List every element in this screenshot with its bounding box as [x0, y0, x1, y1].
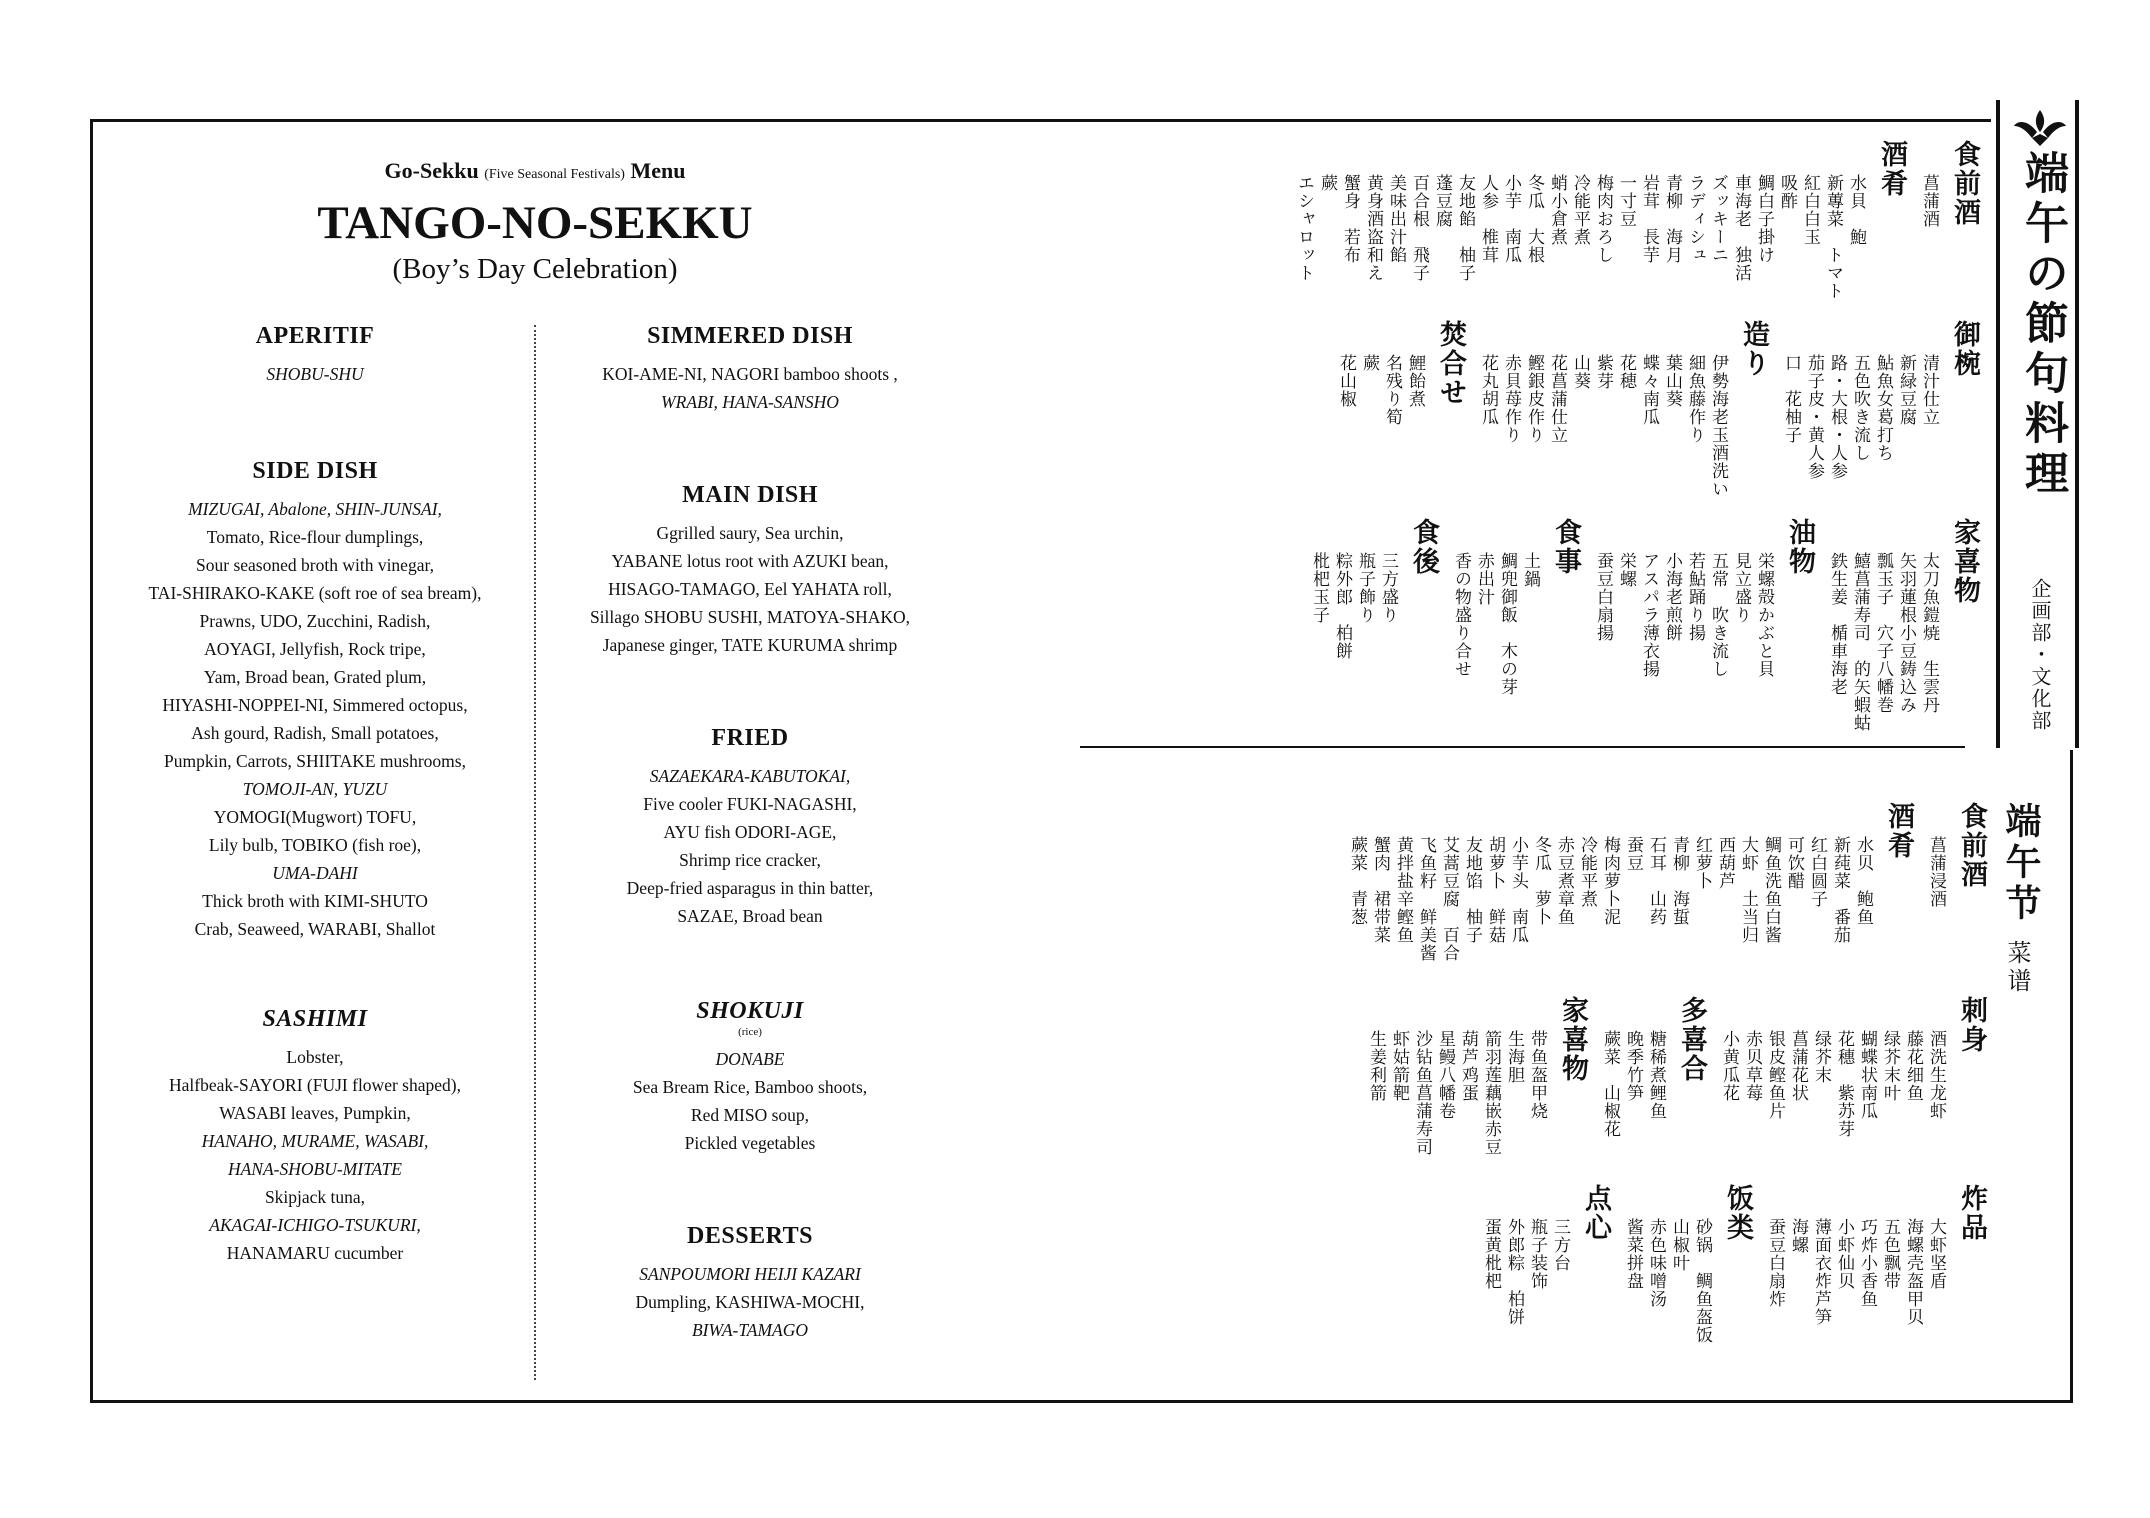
- vertical-menu-item: 伊勢海老玉酒洗い: [1708, 354, 1728, 498]
- vertical-section-heading: 造り: [1738, 320, 1769, 378]
- vertical-section-heading: 御椀: [1949, 320, 1980, 378]
- menu-item-line: WASABI leaves, Pumpkin,: [219, 1103, 411, 1123]
- menu-item-line: SAZAEKARA-KABUTOKAI,: [649, 766, 851, 786]
- vertical-section-heading: 食事: [1550, 518, 1581, 576]
- vertical-menu-item: 西葫芦: [1715, 836, 1735, 890]
- vertical-menu-item: 晚季竹笋: [1623, 1030, 1643, 1102]
- menu-section: [580, 998, 920, 1157]
- vertical-menu-item: 新蓴菜 トマト: [1823, 174, 1843, 300]
- menu-item-line: Lily bulb, TOBIKO (fish roe),: [208, 835, 422, 855]
- vertical-menu-item: 鯛兜御飯 木の芽: [1497, 552, 1517, 696]
- vertical-section-heading: 酒肴: [1883, 802, 1914, 860]
- vertical-section-heading: 家喜物: [1557, 996, 1588, 1083]
- vertical-menu-item: 赤豆煮章鱼: [1554, 836, 1574, 926]
- vertical-menu-item: 蚕豆白扇炸: [1765, 1218, 1785, 1308]
- vertical-menu-item: 石耳 山药: [1646, 836, 1666, 926]
- menu-section: [580, 725, 920, 930]
- vertical-menu-item: 绿芥末叶: [1880, 1030, 1900, 1102]
- section-heading: SIMMERED DISH: [647, 323, 853, 349]
- menu-item-line: Yam, Broad bean, Grated plum,: [203, 667, 427, 687]
- menu-subtitle: (Boy’s Day Celebration): [392, 253, 678, 285]
- vertical-section-heading: 酒肴: [1876, 140, 1907, 198]
- japanese-title: 端午の節句料理: [2017, 150, 2068, 500]
- menu-item-line: AYU fish ODORI-AGE,: [663, 822, 837, 842]
- menu-item-line: SANPOUMORI HEIJI KAZARI: [639, 1264, 861, 1284]
- vertical-menu-item: 糖稀煮鲤鱼: [1646, 1030, 1666, 1120]
- vertical-menu-item: 沙钻鱼菖蒲寿司: [1412, 1030, 1432, 1156]
- vertical-section-heading: 油物: [1784, 518, 1815, 576]
- strip-border-left: [1996, 100, 2000, 748]
- vertical-menu-item: 小海老煎餅: [1662, 552, 1682, 642]
- vertical-menu-item: 三方台: [1550, 1218, 1570, 1272]
- vertical-section-heading: 焚合せ: [1435, 320, 1466, 407]
- menu-item-line: HANAMARU cucumber: [226, 1243, 404, 1263]
- vertical-menu-item: 巧炸小香鱼: [1857, 1218, 1877, 1308]
- vertical-menu-item: 海螺壳盔甲贝: [1903, 1218, 1923, 1326]
- vertical-menu-item: 蝴蝶状南瓜: [1857, 1030, 1877, 1120]
- vertical-menu-item: 冷能平煮: [1577, 836, 1597, 908]
- menu-section: [580, 323, 920, 416]
- vertical-menu-item: 薄面衣炸芦笋: [1811, 1218, 1831, 1326]
- vertical-menu-item: 银皮鲣鱼片: [1765, 1030, 1785, 1120]
- vertical-menu-item: 山葵: [1570, 354, 1590, 390]
- vertical-menu-item: 赤貝苺作り: [1501, 354, 1521, 444]
- menu-section: [130, 323, 500, 388]
- menu-item-line: Pumpkin, Carrots, SHIITAKE mushrooms,: [164, 751, 466, 771]
- menu-item-line: SHOBU-SHU: [266, 364, 364, 384]
- vertical-menu-item: 梅肉おろし: [1593, 174, 1613, 264]
- vertical-menu-item: 生海胆: [1504, 1030, 1524, 1084]
- vertical-menu-item: 砂锅 鲷鱼盔饭: [1692, 1218, 1712, 1344]
- vertical-menu-item: 鯛白子掛け: [1754, 174, 1774, 264]
- vertical-menu-item: 海螺: [1788, 1218, 1808, 1254]
- vertical-menu-item: 小芋头 南瓜: [1508, 836, 1528, 944]
- menu-title: TANGO-NO-SEKKU: [317, 197, 753, 249]
- vertical-menu-item: 赤色味噌汤: [1646, 1218, 1666, 1308]
- vertical-menu-item: 三方盛り: [1378, 552, 1398, 624]
- section-divider: [1080, 746, 1965, 748]
- menu-item-line: HISAGO-TAMAGO, Eel YAHATA roll,: [608, 579, 892, 599]
- menu-item-line: BIWA-TAMAGO: [691, 1320, 809, 1340]
- vertical-menu-item: アスパラ薄衣揚: [1639, 552, 1659, 678]
- vertical-menu-item: 一寸豆: [1616, 174, 1636, 228]
- vertical-menu-item: 花山椒: [1336, 354, 1356, 408]
- vertical-menu-item: 冬瓜 萝卜: [1531, 836, 1551, 926]
- vertical-menu-item: 太刀魚鎧焼 生雲丹: [1919, 552, 1939, 714]
- menu-item-line: YOMOGI(Mugwort) TOFU,: [213, 807, 417, 827]
- menu-item-line: Tomato, Rice-flour dumplings,: [206, 527, 424, 547]
- menu-item-line: Sour seasoned broth with vinegar,: [196, 555, 434, 575]
- vertical-menu-item: エシャロット: [1294, 174, 1314, 282]
- vertical-menu-item: 葫芦鸡蛋: [1458, 1030, 1478, 1102]
- vertical-menu-item: 栄螺殻かぶと貝: [1754, 552, 1774, 678]
- vertical-section-heading: 刺身: [1956, 996, 1987, 1054]
- vertical-menu-item: 红白圆子: [1807, 836, 1827, 908]
- vertical-menu-item: 小黄瓜花: [1719, 1030, 1739, 1102]
- vertical-menu-item: 花菖蒲仕立: [1547, 354, 1567, 444]
- vertical-menu-item: 大虾 土当归: [1738, 836, 1758, 944]
- vertical-menu-item: 小虾仙贝: [1834, 1218, 1854, 1290]
- vertical-menu-item: 鱚菖蒲寿司 的矢蝦蛄: [1850, 552, 1870, 732]
- vertical-menu-item: 绿芥末: [1811, 1030, 1831, 1084]
- vertical-menu-item: 外郎粽 柏饼: [1504, 1218, 1524, 1326]
- section-heading: APERITIF: [255, 323, 375, 349]
- vertical-section-heading: 食前酒: [1956, 802, 1987, 889]
- menu-item-line: MIZUGAI, Abalone, SHIN-JUNSAI,: [188, 499, 442, 519]
- vertical-menu-item: 路・大根・人参: [1827, 354, 1847, 480]
- section-heading: SASHIMI: [262, 1006, 368, 1032]
- vertical-menu-item: 鉄生姜 楯車海老: [1827, 552, 1847, 696]
- menu-item-line: Thick broth with KIMI-SHUTO: [202, 891, 428, 911]
- menu-header-line: Go-Sekku (Five Seasonal Festivals) Menu: [384, 158, 686, 183]
- menu-item-line: Five cooler FUKI-NAGASHI,: [643, 794, 857, 814]
- vertical-menu-item: 蚕豆: [1623, 836, 1643, 872]
- vertical-menu-item: 鲷鱼洗鱼白酱: [1761, 836, 1781, 944]
- vertical-menu-item: 粽外郎 柏餅: [1332, 552, 1352, 660]
- vertical-menu-item: ラディシュ: [1685, 174, 1705, 264]
- section-heading: SIDE DISH: [252, 458, 378, 484]
- menu-item-line: Pickled vegetables: [684, 1133, 816, 1153]
- vertical-menu-item: 茄子皮・黄人参: [1804, 354, 1824, 480]
- vertical-section-heading: 家喜物: [1949, 518, 1980, 605]
- vertical-menu-item: 菖蒲花状: [1788, 1030, 1808, 1102]
- vertical-menu-item: 紫芽: [1593, 354, 1613, 390]
- menu-item-line: Lobster,: [286, 1047, 344, 1067]
- vertical-menu-item: 友地馅 柚子: [1462, 836, 1482, 944]
- menu-item-line: SAZAE, Broad bean: [677, 906, 823, 926]
- vertical-menu-item: 百合根 飛子: [1409, 174, 1429, 282]
- vertical-menu-item: 友地餡 柚子: [1455, 174, 1475, 282]
- menu-item-line: Ggrilled saury, Sea urchin,: [656, 523, 844, 543]
- vertical-menu-item: 小芋 南瓜: [1501, 174, 1521, 264]
- vertical-menu-item: 山椒叶: [1669, 1218, 1689, 1272]
- vertical-menu-item: 菖蒲酒: [1919, 174, 1939, 228]
- vertical-menu-item: 蓬豆腐: [1432, 174, 1452, 228]
- vertical-menu-item: 花丸胡瓜: [1478, 354, 1498, 426]
- vertical-menu-item: 水贝 鲍鱼: [1853, 836, 1873, 926]
- vertical-menu-item: 冬瓜 大根: [1524, 174, 1544, 264]
- menu-item-line: Deep-fried asparagus in thin batter,: [626, 878, 874, 898]
- section-heading: MAIN DISH: [682, 482, 818, 508]
- menu-item-line: YABANE lotus root with AZUKI bean,: [611, 551, 889, 571]
- menu-item-line: Japanese ginger, TATE KURUMA shrimp: [602, 635, 898, 655]
- vertical-menu-item: 赤贝草莓: [1742, 1030, 1762, 1102]
- vertical-menu-item: 蚕豆白扇揚: [1593, 552, 1613, 642]
- vertical-menu-item: 飞鱼籽 鲜美酱: [1416, 836, 1436, 962]
- vertical-menu-item: 栄螺: [1616, 552, 1636, 588]
- vertical-menu-item: 鯉飴煮: [1405, 354, 1425, 408]
- vertical-menu-item: 五色吹き流し: [1850, 354, 1870, 462]
- iris-crest-icon: [2012, 108, 2068, 148]
- vertical-menu-item: 蕨菜 山椒花: [1600, 1030, 1620, 1138]
- vertical-menu-item: 蝶々南瓜: [1639, 354, 1659, 426]
- vertical-menu-item: 瓶子装饰: [1527, 1218, 1547, 1290]
- menu-section: [580, 482, 920, 659]
- menu-item-line: Ash gourd, Radish, Small potatoes,: [191, 723, 439, 743]
- menu-item-line: UMA-DAHI: [272, 863, 358, 883]
- menu-item-line: DONABE: [715, 1049, 785, 1069]
- menu-item-line: Red MISO soup,: [690, 1105, 810, 1125]
- vertical-menu-item: 蕨菜 青葱: [1347, 836, 1367, 926]
- vertical-menu-item: 細魚藤作り: [1685, 354, 1705, 444]
- vertical-section-heading: 炸品: [1956, 1184, 1987, 1242]
- vertical-menu-item: 新莼菜 番茄: [1830, 836, 1850, 944]
- vertical-section-heading: 食後: [1408, 518, 1439, 576]
- japanese-department: 企画部・文化部: [2028, 578, 2052, 732]
- vertical-menu-item: 大虾坚盾: [1926, 1218, 1946, 1290]
- vertical-menu-item: 名残り筍: [1382, 354, 1402, 426]
- vertical-menu-item: 若鮎踊り揚: [1685, 552, 1705, 642]
- menu-item-line: Halfbeak-SAYORI (FUJI flower shaped),: [169, 1075, 461, 1095]
- vertical-menu-item: 黄拌盐辛鲣鱼: [1393, 836, 1413, 944]
- vertical-menu-item: 矢羽蓮根小豆鋳込み: [1896, 552, 1916, 714]
- menu-item-line: AKAGAI-ICHIGO-TSUKURI,: [209, 1215, 421, 1235]
- vertical-menu-item: 蛸小倉煮: [1547, 174, 1567, 246]
- vertical-menu-item: 酱菜拼盘: [1623, 1218, 1643, 1290]
- menu-item-line: AOYAGI, Jellyfish, Rock tripe,: [204, 639, 426, 659]
- vertical-menu-item: 吸酢: [1777, 174, 1797, 210]
- vertical-section-heading: 食前酒: [1949, 140, 1980, 227]
- vertical-menu-item: 鰹銀皮作り: [1524, 354, 1544, 444]
- section-note: (rice): [738, 1026, 762, 1038]
- vertical-menu-item: 艾蒿豆腐 百合: [1439, 836, 1459, 962]
- menu-item-line: Crab, Seaweed, WARABI, Shallot: [194, 919, 436, 939]
- vertical-menu-item: 五色飘带: [1880, 1218, 1900, 1290]
- vertical-menu-item: 黄身酒盗和え: [1363, 174, 1383, 282]
- menu-section: [130, 458, 500, 943]
- vertical-menu-item: 蛋黄枇杷: [1481, 1218, 1501, 1290]
- vertical-section-heading: 饭类: [1722, 1184, 1753, 1242]
- vertical-menu-item: 新緑豆腐: [1896, 354, 1916, 426]
- vertical-menu-item: 口 花柚子: [1781, 354, 1801, 444]
- vertical-menu-item: 箭羽莲藕嵌赤豆: [1481, 1030, 1501, 1156]
- vertical-menu-item: 藤花细鱼: [1903, 1030, 1923, 1102]
- vertical-menu-item: 人参 椎茸: [1478, 174, 1498, 264]
- menu-item-line: TAI-SHIRAKO-KAKE (soft roe of sea bream),: [148, 583, 482, 603]
- vertical-section-heading: 多喜合: [1676, 996, 1707, 1083]
- vertical-menu-item: 胡萝卜 鲜菇: [1485, 836, 1505, 944]
- section-heading: DESSERTS: [687, 1223, 813, 1249]
- vertical-menu-item: 带鱼盔甲烧: [1527, 1030, 1547, 1120]
- vertical-menu-item: 蕨: [1317, 174, 1337, 192]
- menu-item-line: HANAHO, MURAME, WASABI,: [201, 1131, 429, 1151]
- vertical-menu-item: 蕨: [1359, 354, 1379, 372]
- vertical-menu-item: 香の物盛り合せ: [1451, 552, 1471, 678]
- vertical-menu-item: 枇杷玉子: [1309, 552, 1329, 624]
- vertical-menu-item: 葉山葵: [1662, 354, 1682, 408]
- menu-item-line: TOMOJI-AN, YUZU: [242, 779, 388, 799]
- vertical-menu-item: 土鍋: [1520, 552, 1540, 588]
- menu-item-line: Prawns, UDO, Zucchini, Radish,: [199, 611, 431, 631]
- vertical-menu-item: 红萝卜: [1692, 836, 1712, 890]
- menu-item-line: WRABI, HANA-SANSHO: [661, 392, 839, 412]
- vertical-menu-item: 水貝 鮑: [1846, 174, 1866, 246]
- vertical-menu-item: 酒洗生龙虾: [1926, 1030, 1946, 1120]
- vertical-menu-item: 菖蒲浸酒: [1926, 836, 1946, 908]
- menu-item-line: Sea Bream Rice, Bamboo shoots,: [632, 1077, 868, 1097]
- vertical-menu-item: 青柳 海月: [1662, 174, 1682, 264]
- vertical-menu-item: 青柳 海蜇: [1669, 836, 1689, 926]
- chinese-subtitle: 菜谱: [2003, 940, 2031, 996]
- menu-item-line: Shrimp rice cracker,: [679, 850, 821, 870]
- menu-item-line: KOI-AME-NI, NAGORI bamboo shoots ,: [602, 364, 898, 384]
- vertical-menu-item: 鮎魚女葛打ち: [1873, 354, 1893, 462]
- vertical-menu-item: 岩茸 長芋: [1639, 174, 1659, 264]
- menu-item-line: Skipjack tuna,: [264, 1187, 366, 1207]
- vertical-menu-item: 冷能平煮: [1570, 174, 1590, 246]
- vertical-menu-item: 花穂: [1616, 354, 1636, 390]
- vertical-menu-item: 瓶子飾り: [1355, 552, 1375, 624]
- chinese-title: 端午节: [2000, 802, 2042, 925]
- vertical-menu-item: 瓢玉子 穴子八幡巻: [1873, 552, 1893, 714]
- strip-border-right: [2075, 100, 2079, 748]
- section-heading: FRIED: [711, 725, 789, 751]
- vertical-menu-item: 美味出汁餡: [1386, 174, 1406, 264]
- vertical-menu-item: ズッキーニ: [1708, 174, 1728, 264]
- vertical-menu-item: 車海老 独活: [1731, 174, 1751, 282]
- vertical-menu-item: 花穗 紫苏芽: [1834, 1030, 1854, 1138]
- vertical-menu-item: 蟹肉 裙带菜: [1370, 836, 1390, 944]
- vertical-menu-item: 星鳗八幡卷: [1435, 1030, 1455, 1120]
- vertical-menu-item: 蟹身 若布: [1340, 174, 1360, 264]
- menu-item-line: Sillago SHOBU SUSHI, MATOYA-SHAKO,: [589, 607, 911, 627]
- menu-item-line: HIYASHI-NOPPEI-NI, Simmered octopus,: [162, 695, 468, 715]
- vertical-menu-item: 生姜利箭: [1366, 1030, 1386, 1102]
- section-heading: SHOKUJI: [696, 998, 804, 1024]
- vertical-menu-item: 清汁仕立: [1919, 354, 1939, 426]
- vertical-section-heading: 点心: [1580, 1184, 1611, 1242]
- vertical-menu-item: 五常 吹き流し: [1708, 552, 1728, 678]
- vertical-menu-item: 可饮醋: [1784, 836, 1804, 890]
- menu-item-line: HANA-SHOBU-MITATE: [227, 1159, 402, 1179]
- vertical-menu-item: 梅肉萝卜泥: [1600, 836, 1620, 926]
- menu-section: [130, 1006, 500, 1267]
- menu-item-line: Dumpling, KASHIWA-MOCHI,: [635, 1292, 865, 1312]
- vertical-menu-item: 見立盛り: [1731, 552, 1751, 624]
- menu-section: [580, 1223, 920, 1344]
- vertical-menu-item: 赤出汁: [1474, 552, 1494, 606]
- vertical-menu-item: 虾姑箭靶: [1389, 1030, 1409, 1102]
- vertical-menu-item: 紅白白玉: [1800, 174, 1820, 246]
- column-divider: [534, 325, 536, 1380]
